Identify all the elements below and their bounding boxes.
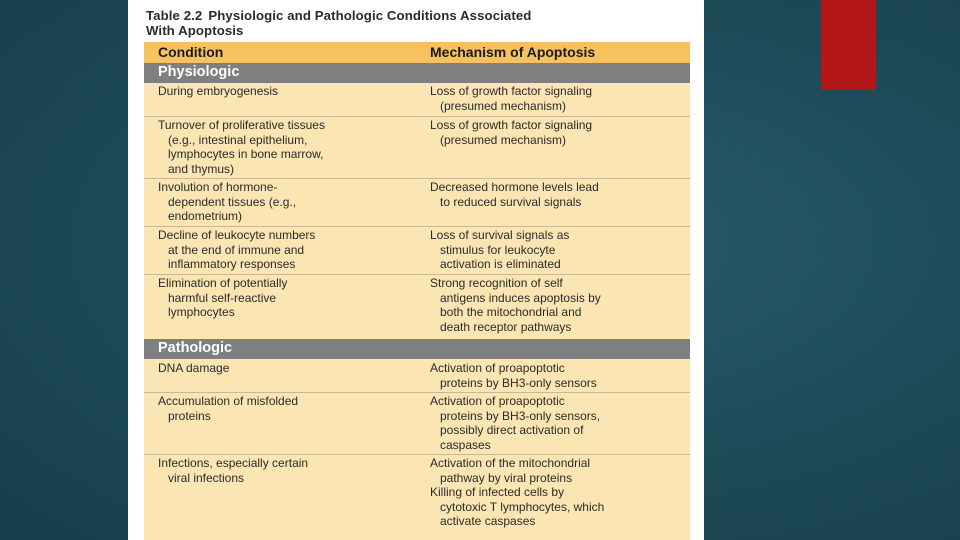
table-cell-condition: Elimination of potentially harmful self-reactive lymphocytes — [158, 276, 288, 320]
row-divider — [144, 454, 690, 455]
row-divider — [144, 274, 690, 275]
table-image — [128, 0, 704, 540]
section-label: Physiologic — [158, 64, 240, 80]
table-cell-condition: During embryogenesis — [158, 84, 279, 98]
table-number: Table 2.2 — [146, 8, 203, 23]
table-cell-condition: Accumulation of misfolded proteins — [158, 394, 299, 423]
table-cell-condition: Decline of leukocyte numbers at the end of immune and inflammatory responses — [158, 228, 316, 272]
table-cell-condition: DNA damage — [158, 361, 230, 375]
red-accent-bar — [821, 0, 876, 90]
row-divider — [144, 226, 690, 227]
table-cell-mechanism: Loss of survival signals as stimulus for leukocyte activation is eliminated — [430, 228, 570, 272]
table-cell-mechanism: Activation of proapoptotic proteins by BH3-only sensors — [430, 361, 597, 390]
row-divider — [144, 116, 690, 117]
section-label: Pathologic — [158, 340, 233, 356]
table-cell-mechanism: Loss of growth factor signaling (presumed mechanism) — [430, 118, 593, 147]
table-cell-mechanism: Decreased hormone levels lead to reduced survival signals — [430, 180, 599, 209]
row-divider — [144, 178, 690, 179]
apoptosis-table — [144, 42, 690, 540]
table-cell-condition: Involution of hormone- dependent tissues (e.g., endometrium) — [158, 180, 297, 224]
table-cell-mechanism: Activation of the mitochondrial pathway by viral proteins Killing of infected cells by cytotoxic T lymphocytes, which activate caspases — [430, 456, 605, 529]
table-cell-condition: Infections, especially certain viral infections — [158, 456, 309, 485]
table-cell-condition: Turnover of proliferative tissues (e.g., intestinal epithelium, lymphocytes in bone marrow, and thymus) — [158, 118, 325, 176]
column-header-condition: Condition — [158, 44, 224, 60]
table-cell-mechanism: Loss of growth factor signaling (presumed mechanism) — [430, 84, 593, 113]
table-cell-mechanism: Activation of proapoptotic proteins by BH3-only sensors, possibly direct activation of caspases — [430, 394, 601, 452]
table-caption — [146, 8, 686, 38]
table-title: Physiologic and Pathologic Conditions Associated With Apoptosis — [146, 8, 532, 38]
section-header-physiologic — [144, 63, 690, 83]
section-header-pathologic — [144, 339, 690, 359]
table-header-row — [144, 42, 690, 63]
row-divider — [144, 392, 690, 393]
table-cell-mechanism: Strong recognition of self antigens induces apoptosis by both the mitochondrial and death receptor pathways — [430, 276, 601, 334]
column-header-mechanism: Mechanism of Apoptosis — [430, 44, 596, 60]
